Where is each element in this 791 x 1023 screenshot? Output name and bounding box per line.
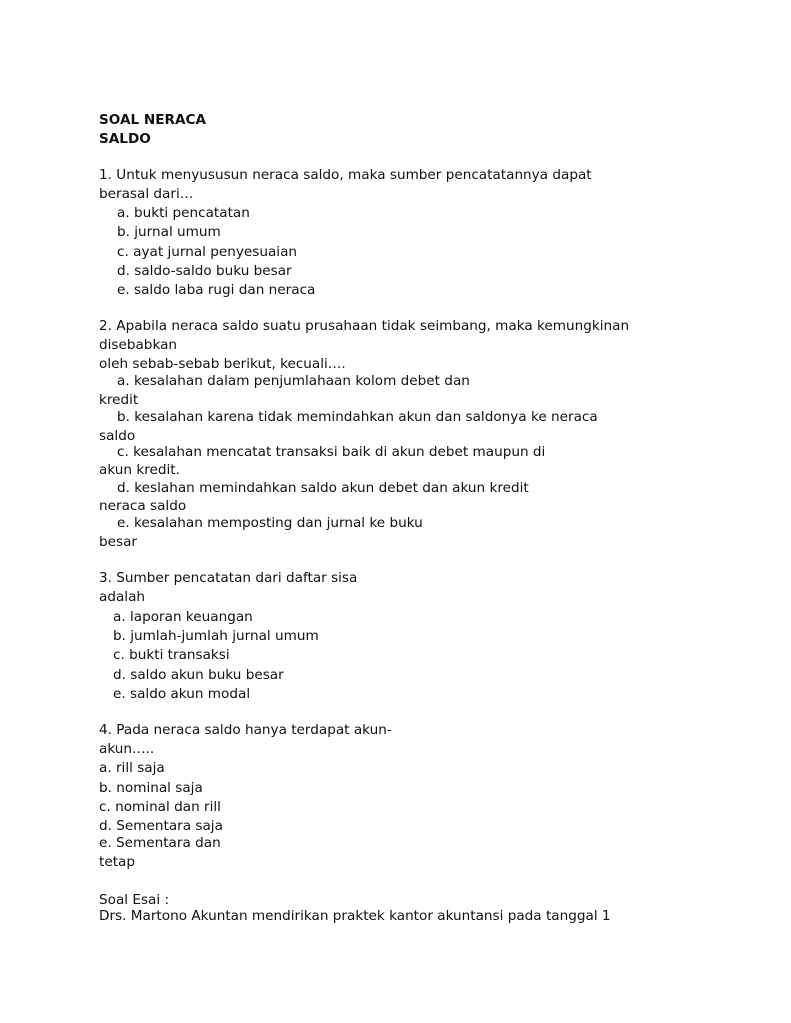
option-continuation: besar [99,534,137,550]
option-continuation: saldo [99,428,136,444]
question-text: 3. Sumber pencatatan dari daftar sisa [99,570,358,586]
option: e. saldo laba rugi dan neraca [117,282,316,298]
option-continuation: kredit [99,392,139,408]
question-text: adalah [99,589,146,605]
option: d. saldo-saldo buku besar [117,263,292,279]
option: e. saldo akun modal [113,686,251,702]
question-text: disebabkan [99,337,178,353]
option-continuation: neraca saldo [99,498,187,514]
option: d. saldo akun buku besar [113,667,284,683]
question-text: 2. Apabila neraca saldo suatu prusahaan tidak seimbang, maka kemungkinan [99,318,630,334]
option-continuation: tetap [99,854,135,870]
option: a. bukti pencatatan [117,205,250,221]
option: d. Sementara saja [99,818,223,834]
option: b. kesalahan karena tidak memindahkan akun dan saldonya ke neraca [117,409,598,425]
option: c. bukti transaksi [113,647,230,663]
essay-heading: Soal Esai : [99,892,170,908]
document-title: SOAL NERACA [99,112,207,128]
option: c. ayat jurnal penyesuaian [117,244,298,260]
essay-text: Drs. Martono Akuntan mendirikan praktek kantor akuntansi pada tanggal 1 [99,908,611,924]
document-title: SALDO [99,131,151,147]
option-continuation: akun kredit. [99,462,180,478]
option: e. kesalahan memposting dan jurnal ke buku [117,515,423,531]
option: e. Sementara dan [99,835,221,851]
question-text: akun….. [99,741,155,757]
option: a. laporan keuangan [113,609,253,625]
question-text: berasal dari… [99,186,194,202]
question-text: 4. Pada neraca saldo hanya terdapat akun- [99,722,392,738]
option: b. jumlah-jumlah jurnal umum [113,628,319,644]
option: c. nominal dan rill [99,799,221,815]
option: a. rill saja [99,760,165,776]
question-text: 1. Untuk menyususun neraca saldo, maka sumber pencatatannya dapat [99,167,592,183]
option: c. kesalahan mencatat transaksi baik di akun debet maupun di [117,444,546,460]
option: d. keslahan memindahkan saldo akun debet dan akun kredit [117,480,529,496]
option: a. kesalahan dalam penjumlahaan kolom debet dan [117,373,470,389]
option: b. jurnal umum [117,224,221,240]
option: b. nominal saja [99,780,203,796]
question-text: oleh sebab-sebab berikut, kecuali…. [99,356,346,372]
